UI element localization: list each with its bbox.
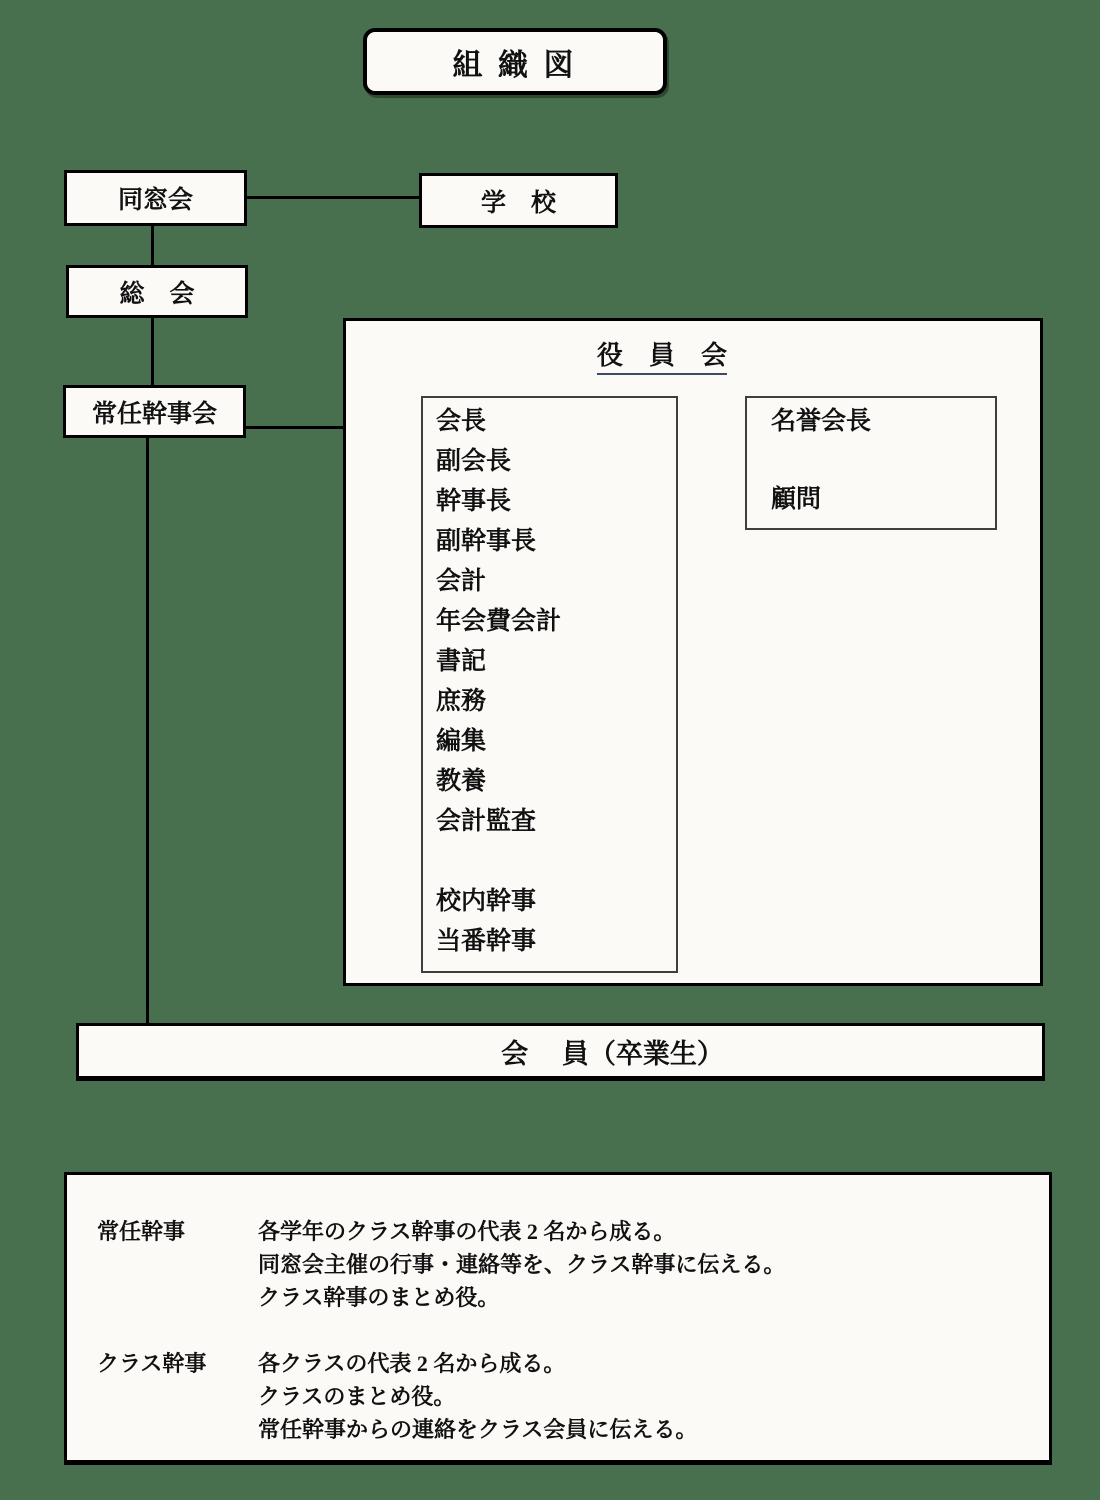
box-school: [419, 173, 618, 228]
officer-role-item: 幹事長: [436, 488, 512, 515]
note-line: 同窓会主催の行事・連絡等を、クラス幹事に伝える。: [258, 1252, 786, 1277]
note-line: 各クラスの代表 2 名から成る。: [258, 1351, 566, 1376]
connector-jounin-yakuinkai: [245, 426, 344, 429]
box-alumni-association-label: 同窓会: [117, 187, 193, 214]
note-row-class-secretary: [97, 1347, 1029, 1446]
advisor-label: 顧問: [771, 486, 822, 513]
officer-role-item: 当番幹事: [436, 928, 537, 955]
officer-role-item: 庶務: [436, 688, 487, 715]
honorary-chairman-label: 名誉会長: [771, 408, 872, 435]
box-standing-secretaries-label: 常任幹事会: [91, 400, 217, 428]
box-alumni-association: [64, 170, 247, 226]
officer-role-item: 教養: [436, 768, 487, 795]
connector-dousoukai-soukai: [151, 225, 154, 266]
note-lines: [258, 1347, 697, 1446]
officer-role-item: 会計: [436, 568, 487, 595]
box-general-assembly-label: 総 会: [119, 280, 195, 308]
chart-title-box: [363, 28, 667, 95]
connector-soukai-jounin: [151, 317, 154, 386]
honorary-box: [745, 396, 997, 530]
note-term: クラス幹事: [97, 1351, 207, 1376]
note-line: クラス幹事のまとめ役。: [258, 1285, 500, 1310]
members-bar: [76, 1023, 1045, 1081]
note-line: 常任幹事からの連絡をクラス会員に伝える。: [258, 1417, 698, 1442]
officer-roles-list-box: [421, 396, 678, 973]
box-school-label: 学 校: [480, 189, 556, 217]
officer-role-item: 編集: [436, 728, 487, 755]
note-term: 常任幹事: [97, 1219, 186, 1244]
officers-board-title: 役 員 会: [596, 341, 727, 370]
notes-box: [64, 1172, 1052, 1465]
officers-board-box: [343, 318, 1043, 986]
officer-role-item: 副会長: [436, 448, 512, 475]
note-line: クラスのまとめ役。: [258, 1384, 456, 1409]
members-bar-label: 会 員（卒業生）: [501, 1038, 724, 1069]
officer-role-item: 年会費会計: [436, 608, 562, 635]
connector-jounin-kaiin: [146, 437, 149, 1024]
officer-role-item: 書記: [436, 648, 487, 675]
note-line: 各学年のクラス幹事の代表 2 名から成る。: [258, 1219, 676, 1244]
officer-role-item: [436, 842, 676, 882]
connector-dousoukai-gakkou: [246, 196, 420, 199]
officer-role-item: 校内幹事: [436, 888, 537, 915]
chart-title: 組 織 図: [452, 48, 578, 82]
officer-role-item: 会計監査: [436, 808, 537, 835]
box-general-assembly: [66, 265, 248, 318]
officer-role-item: 副幹事長: [436, 528, 537, 555]
note-row-standing-secretary: [97, 1215, 1029, 1314]
officer-role-item: 会長: [436, 408, 487, 435]
box-standing-secretaries: [63, 385, 246, 438]
note-lines: [258, 1215, 785, 1314]
